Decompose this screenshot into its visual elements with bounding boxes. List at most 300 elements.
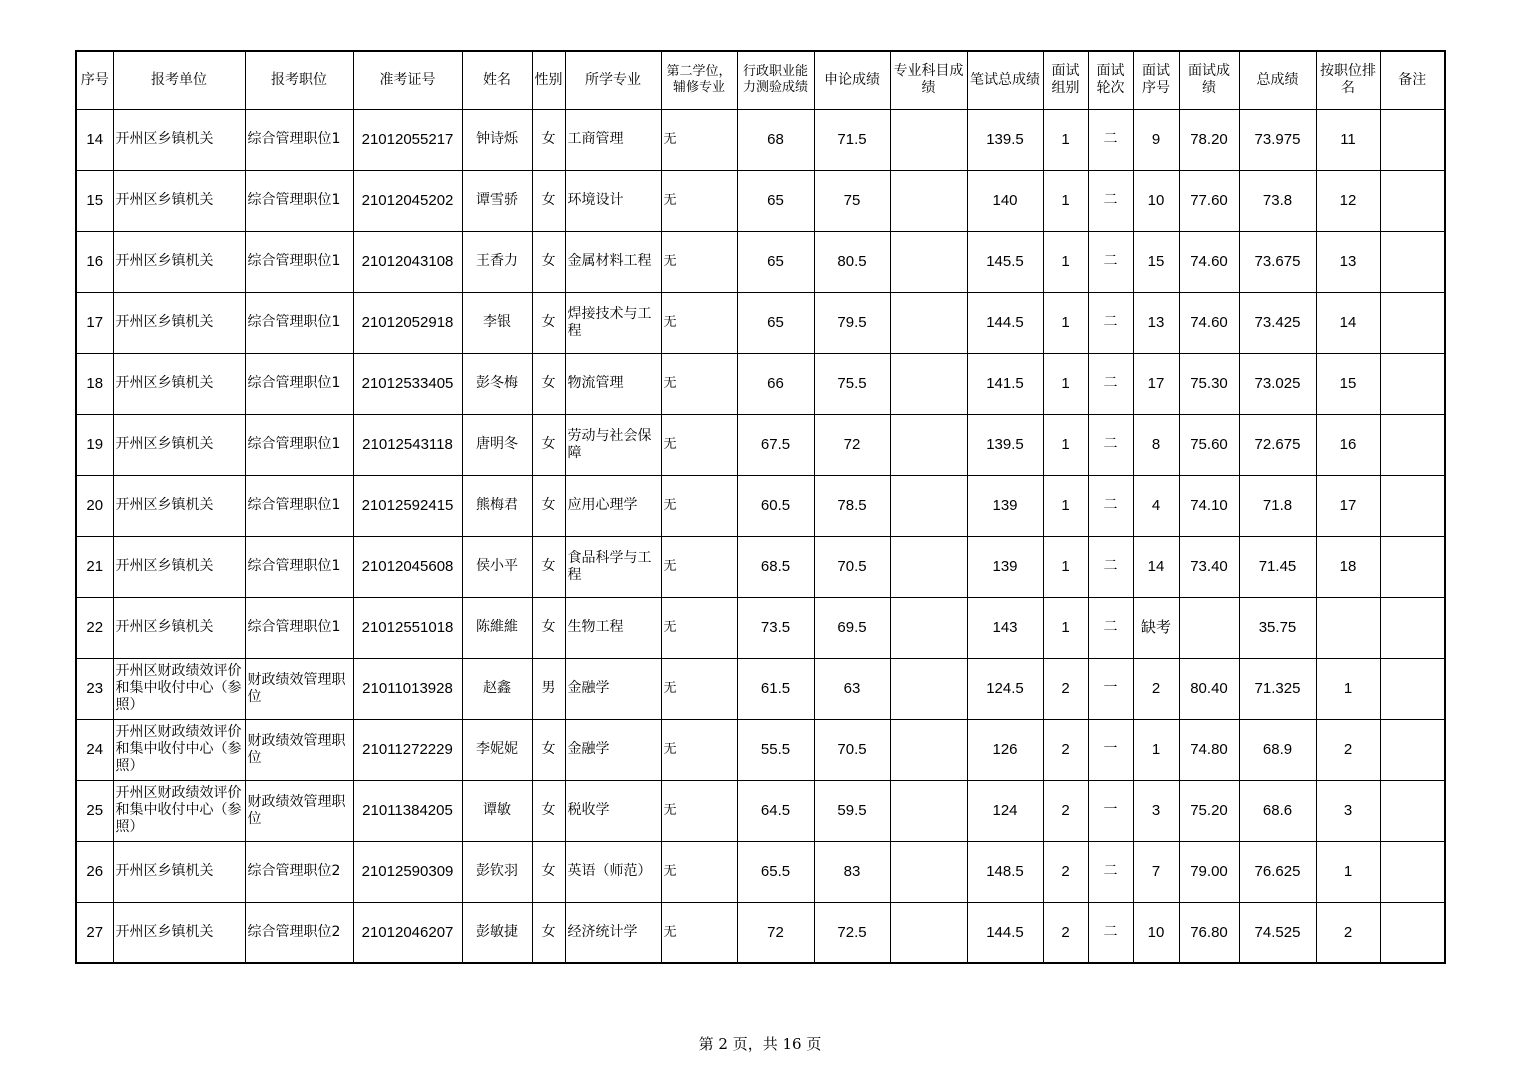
row-specialty — [890, 902, 967, 963]
row-interview-order: 1 — [1133, 719, 1179, 780]
row-interview-group: 1 — [1043, 414, 1088, 475]
row-rank: 13 — [1316, 231, 1380, 292]
row-exam-id: 21011384205 — [353, 780, 462, 841]
row-remark — [1380, 292, 1445, 353]
header-interview-group: 面试组别 — [1043, 51, 1088, 109]
row-rank: 2 — [1316, 902, 1380, 963]
table-row — [76, 719, 1445, 780]
row-interview-score: 74.10 — [1179, 475, 1239, 536]
row-position: 综合管理职位1 — [245, 597, 353, 658]
row-specialty — [890, 292, 967, 353]
row-rank: 3 — [1316, 780, 1380, 841]
row-interview-round: 二 — [1088, 536, 1133, 597]
row-written-total: 140 — [967, 170, 1043, 231]
row-specialty — [890, 353, 967, 414]
row-second-degree: 无 — [661, 719, 737, 780]
row-major: 经济统计学 — [565, 902, 661, 963]
row-position: 财政绩效管理职位 — [245, 658, 353, 719]
row-name: 侯小平 — [462, 536, 532, 597]
row-unit: 开州区乡镇机关 — [113, 231, 245, 292]
row-interview-score: 76.80 — [1179, 902, 1239, 963]
row-second-degree: 无 — [661, 170, 737, 231]
row-total-score: 73.975 — [1239, 109, 1316, 170]
row-name: 彭敏捷 — [462, 902, 532, 963]
row-interview-round: 一 — [1088, 658, 1133, 719]
header-total-score: 总成绩 — [1239, 51, 1316, 109]
row-unit: 开州区财政绩效评价和集中收付中心（参照） — [113, 780, 245, 841]
row-interview-order: 8 — [1133, 414, 1179, 475]
row-admin-test: 68 — [737, 109, 814, 170]
row-admin-test: 72 — [737, 902, 814, 963]
row-seq: 18 — [76, 353, 113, 414]
row-essay: 59.5 — [814, 780, 890, 841]
row-interview-group: 1 — [1043, 353, 1088, 414]
row-exam-id: 21012043108 — [353, 231, 462, 292]
row-name: 陈維維 — [462, 597, 532, 658]
row-name: 李银 — [462, 292, 532, 353]
row-major: 英语（师范） — [565, 841, 661, 902]
row-major: 焊接技术与工程 — [565, 292, 661, 353]
row-second-degree: 无 — [661, 414, 737, 475]
row-remark — [1380, 170, 1445, 231]
row-seq: 21 — [76, 536, 113, 597]
header-row — [76, 51, 1445, 109]
table-row — [76, 414, 1445, 475]
row-interview-group: 1 — [1043, 597, 1088, 658]
row-rank — [1316, 597, 1380, 658]
row-second-degree: 无 — [661, 658, 737, 719]
header-interview-score: 面试成绩 — [1179, 51, 1239, 109]
row-written-total: 141.5 — [967, 353, 1043, 414]
row-gender: 女 — [532, 780, 565, 841]
row-gender: 女 — [532, 597, 565, 658]
header-rank: 按职位排名 — [1316, 51, 1380, 109]
table-row — [76, 902, 1445, 963]
row-second-degree: 无 — [661, 841, 737, 902]
row-unit: 开州区财政绩效评价和集中收付中心（参照） — [113, 719, 245, 780]
header-specialty: 专业科目成绩 — [890, 51, 967, 109]
row-admin-test: 68.5 — [737, 536, 814, 597]
row-gender: 女 — [532, 841, 565, 902]
row-essay: 78.5 — [814, 475, 890, 536]
row-seq: 16 — [76, 231, 113, 292]
row-interview-round: 二 — [1088, 231, 1133, 292]
row-remark — [1380, 658, 1445, 719]
row-essay: 75.5 — [814, 353, 890, 414]
row-interview-score: 74.80 — [1179, 719, 1239, 780]
row-position: 综合管理职位2 — [245, 841, 353, 902]
row-second-degree: 无 — [661, 780, 737, 841]
table-row — [76, 780, 1445, 841]
row-interview-group: 2 — [1043, 841, 1088, 902]
header-admin-test: 行政职业能力测验成绩 — [737, 51, 814, 109]
row-gender: 女 — [532, 231, 565, 292]
row-written-total: 139 — [967, 536, 1043, 597]
table-row — [76, 475, 1445, 536]
row-exam-id: 21012052918 — [353, 292, 462, 353]
row-seq: 26 — [76, 841, 113, 902]
row-specialty — [890, 841, 967, 902]
row-admin-test: 60.5 — [737, 475, 814, 536]
row-gender: 女 — [532, 536, 565, 597]
row-second-degree: 无 — [661, 597, 737, 658]
row-interview-round: 二 — [1088, 170, 1133, 231]
row-interview-order: 4 — [1133, 475, 1179, 536]
row-seq: 20 — [76, 475, 113, 536]
row-interview-score: 74.60 — [1179, 292, 1239, 353]
row-admin-test: 65.5 — [737, 841, 814, 902]
row-interview-round: 一 — [1088, 719, 1133, 780]
row-interview-round: 二 — [1088, 414, 1133, 475]
row-essay: 75 — [814, 170, 890, 231]
row-unit: 开州区乡镇机关 — [113, 353, 245, 414]
table-row — [76, 292, 1445, 353]
row-interview-score: 79.00 — [1179, 841, 1239, 902]
row-interview-round: 二 — [1088, 597, 1133, 658]
table-row — [76, 658, 1445, 719]
row-unit: 开州区乡镇机关 — [113, 109, 245, 170]
row-admin-test: 65 — [737, 231, 814, 292]
row-name: 彭冬梅 — [462, 353, 532, 414]
row-written-total: 139.5 — [967, 109, 1043, 170]
row-specialty — [890, 536, 967, 597]
row-major: 金属材料工程 — [565, 231, 661, 292]
row-total-score: 74.525 — [1239, 902, 1316, 963]
row-exam-id: 21012055217 — [353, 109, 462, 170]
row-position: 财政绩效管理职位 — [245, 719, 353, 780]
header-exam-id: 准考证号 — [353, 51, 462, 109]
header-written-total: 笔试总成绩 — [967, 51, 1043, 109]
row-interview-order: 15 — [1133, 231, 1179, 292]
header-essay: 申论成绩 — [814, 51, 890, 109]
row-seq: 19 — [76, 414, 113, 475]
row-interview-round: 二 — [1088, 353, 1133, 414]
row-rank: 17 — [1316, 475, 1380, 536]
row-rank: 16 — [1316, 414, 1380, 475]
row-interview-round: 二 — [1088, 109, 1133, 170]
row-exam-id: 21012045608 — [353, 536, 462, 597]
row-admin-test: 65 — [737, 170, 814, 231]
row-essay: 70.5 — [814, 719, 890, 780]
row-specialty — [890, 170, 967, 231]
row-major: 食品科学与工程 — [565, 536, 661, 597]
row-position: 综合管理职位1 — [245, 109, 353, 170]
header-unit: 报考单位 — [113, 51, 245, 109]
row-specialty — [890, 719, 967, 780]
row-rank: 1 — [1316, 841, 1380, 902]
row-major: 生物工程 — [565, 597, 661, 658]
row-unit: 开州区乡镇机关 — [113, 170, 245, 231]
row-interview-group: 1 — [1043, 292, 1088, 353]
header-name: 姓名 — [462, 51, 532, 109]
row-rank: 1 — [1316, 658, 1380, 719]
row-written-total: 139.5 — [967, 414, 1043, 475]
row-gender: 女 — [532, 292, 565, 353]
row-interview-group: 1 — [1043, 231, 1088, 292]
table-row — [76, 536, 1445, 597]
row-interview-score: 75.30 — [1179, 353, 1239, 414]
row-major: 环境设计 — [565, 170, 661, 231]
row-interview-group: 1 — [1043, 536, 1088, 597]
row-rank: 15 — [1316, 353, 1380, 414]
row-interview-group: 2 — [1043, 780, 1088, 841]
row-rank: 11 — [1316, 109, 1380, 170]
row-interview-score: 75.20 — [1179, 780, 1239, 841]
row-unit: 开州区乡镇机关 — [113, 902, 245, 963]
row-remark — [1380, 536, 1445, 597]
row-unit: 开州区乡镇机关 — [113, 292, 245, 353]
row-interview-order: 缺考 — [1133, 597, 1179, 658]
row-unit: 开州区乡镇机关 — [113, 536, 245, 597]
row-name: 赵鑫 — [462, 658, 532, 719]
row-total-score: 73.8 — [1239, 170, 1316, 231]
row-exam-id: 21012543118 — [353, 414, 462, 475]
header-major: 所学专业 — [565, 51, 661, 109]
row-admin-test: 64.5 — [737, 780, 814, 841]
row-gender: 女 — [532, 414, 565, 475]
row-second-degree: 无 — [661, 536, 737, 597]
row-interview-group: 2 — [1043, 658, 1088, 719]
row-interview-score: 73.40 — [1179, 536, 1239, 597]
row-specialty — [890, 414, 967, 475]
row-specialty — [890, 475, 967, 536]
row-name: 谭敏 — [462, 780, 532, 841]
row-total-score: 71.325 — [1239, 658, 1316, 719]
row-major: 金融学 — [565, 719, 661, 780]
header-position: 报考职位 — [245, 51, 353, 109]
table-row — [76, 353, 1445, 414]
row-written-total: 139 — [967, 475, 1043, 536]
table-row — [76, 841, 1445, 902]
row-second-degree: 无 — [661, 231, 737, 292]
row-total-score: 73.025 — [1239, 353, 1316, 414]
row-written-total: 144.5 — [967, 292, 1043, 353]
row-interview-score — [1179, 597, 1239, 658]
row-interview-group: 2 — [1043, 719, 1088, 780]
row-seq: 15 — [76, 170, 113, 231]
row-remark — [1380, 231, 1445, 292]
row-major: 应用心理学 — [565, 475, 661, 536]
row-interview-group: 1 — [1043, 475, 1088, 536]
row-total-score: 72.675 — [1239, 414, 1316, 475]
row-written-total: 124 — [967, 780, 1043, 841]
row-total-score: 76.625 — [1239, 841, 1316, 902]
row-exam-id: 21011013928 — [353, 658, 462, 719]
row-seq: 25 — [76, 780, 113, 841]
row-name: 钟诗烁 — [462, 109, 532, 170]
header-remarks: 备注 — [1380, 51, 1445, 109]
row-essay: 72.5 — [814, 902, 890, 963]
row-exam-id: 21012590309 — [353, 841, 462, 902]
row-remark — [1380, 109, 1445, 170]
row-interview-order: 13 — [1133, 292, 1179, 353]
row-interview-round: 二 — [1088, 902, 1133, 963]
row-remark — [1380, 780, 1445, 841]
row-name: 熊梅君 — [462, 475, 532, 536]
row-rank: 12 — [1316, 170, 1380, 231]
row-unit: 开州区财政绩效评价和集中收付中心（参照） — [113, 658, 245, 719]
row-interview-order: 2 — [1133, 658, 1179, 719]
row-written-total: 148.5 — [967, 841, 1043, 902]
row-admin-test: 66 — [737, 353, 814, 414]
row-interview-order: 3 — [1133, 780, 1179, 841]
row-exam-id: 21012551018 — [353, 597, 462, 658]
row-total-score: 68.9 — [1239, 719, 1316, 780]
row-gender: 女 — [532, 353, 565, 414]
row-name: 唐明冬 — [462, 414, 532, 475]
row-admin-test: 73.5 — [737, 597, 814, 658]
row-second-degree: 无 — [661, 902, 737, 963]
row-interview-group: 2 — [1043, 902, 1088, 963]
row-admin-test: 65 — [737, 292, 814, 353]
row-seq: 27 — [76, 902, 113, 963]
row-second-degree: 无 — [661, 292, 737, 353]
row-interview-group: 1 — [1043, 109, 1088, 170]
row-exam-id: 21012046207 — [353, 902, 462, 963]
row-remark — [1380, 353, 1445, 414]
row-major: 劳动与社会保障 — [565, 414, 661, 475]
row-admin-test: 67.5 — [737, 414, 814, 475]
row-exam-id: 21012592415 — [353, 475, 462, 536]
row-remark — [1380, 902, 1445, 963]
row-unit: 开州区乡镇机关 — [113, 597, 245, 658]
row-exam-id: 21012533405 — [353, 353, 462, 414]
row-interview-order: 10 — [1133, 170, 1179, 231]
row-exam-id: 21011272229 — [353, 719, 462, 780]
row-written-total: 144.5 — [967, 902, 1043, 963]
row-interview-round: 二 — [1088, 475, 1133, 536]
row-total-score: 68.6 — [1239, 780, 1316, 841]
row-exam-id: 21012045202 — [353, 170, 462, 231]
row-specialty — [890, 658, 967, 719]
header-second-degree: 第二学位，辅修专业 — [661, 51, 737, 109]
row-interview-round: 二 — [1088, 841, 1133, 902]
row-position: 综合管理职位1 — [245, 292, 353, 353]
row-total-score: 35.75 — [1239, 597, 1316, 658]
row-gender: 女 — [532, 719, 565, 780]
row-written-total: 145.5 — [967, 231, 1043, 292]
header-seq: 序号 — [76, 51, 113, 109]
score-table — [75, 50, 1446, 964]
row-position: 综合管理职位1 — [245, 353, 353, 414]
row-interview-order: 10 — [1133, 902, 1179, 963]
row-essay: 72 — [814, 414, 890, 475]
row-position: 综合管理职位1 — [245, 536, 353, 597]
row-interview-order: 17 — [1133, 353, 1179, 414]
row-gender: 女 — [532, 475, 565, 536]
row-interview-score: 74.60 — [1179, 231, 1239, 292]
row-second-degree: 无 — [661, 109, 737, 170]
header-interview-round: 面试轮次 — [1088, 51, 1133, 109]
table-body — [76, 109, 1445, 963]
row-written-total: 124.5 — [967, 658, 1043, 719]
row-remark — [1380, 475, 1445, 536]
row-name: 谭雪骄 — [462, 170, 532, 231]
row-seq: 22 — [76, 597, 113, 658]
row-name: 王香力 — [462, 231, 532, 292]
row-unit: 开州区乡镇机关 — [113, 841, 245, 902]
row-interview-score: 80.40 — [1179, 658, 1239, 719]
row-total-score: 71.45 — [1239, 536, 1316, 597]
page-footer: 第 2 页，共 16 页 — [698, 1035, 822, 1053]
table-row — [76, 170, 1445, 231]
row-interview-group: 1 — [1043, 170, 1088, 231]
row-remark — [1380, 414, 1445, 475]
row-position: 综合管理职位1 — [245, 414, 353, 475]
row-major: 物流管理 — [565, 353, 661, 414]
row-specialty — [890, 780, 967, 841]
row-essay: 83 — [814, 841, 890, 902]
row-essay: 70.5 — [814, 536, 890, 597]
row-admin-test: 55.5 — [737, 719, 814, 780]
row-interview-score: 78.20 — [1179, 109, 1239, 170]
row-written-total: 126 — [967, 719, 1043, 780]
row-total-score: 71.8 — [1239, 475, 1316, 536]
row-unit: 开州区乡镇机关 — [113, 414, 245, 475]
row-written-total: 143 — [967, 597, 1043, 658]
row-position: 财政绩效管理职位 — [245, 780, 353, 841]
row-remark — [1380, 841, 1445, 902]
row-interview-order: 9 — [1133, 109, 1179, 170]
row-gender: 女 — [532, 902, 565, 963]
row-essay: 80.5 — [814, 231, 890, 292]
row-interview-round: 一 — [1088, 780, 1133, 841]
header-interview-order: 面试序号 — [1133, 51, 1179, 109]
row-position: 综合管理职位1 — [245, 231, 353, 292]
row-rank: 14 — [1316, 292, 1380, 353]
row-major: 税收学 — [565, 780, 661, 841]
row-specialty — [890, 231, 967, 292]
row-seq: 23 — [76, 658, 113, 719]
header-gender: 性别 — [532, 51, 565, 109]
row-interview-score: 77.60 — [1179, 170, 1239, 231]
table-row — [76, 231, 1445, 292]
row-seq: 17 — [76, 292, 113, 353]
row-interview-score: 75.60 — [1179, 414, 1239, 475]
row-total-score: 73.675 — [1239, 231, 1316, 292]
row-seq: 24 — [76, 719, 113, 780]
row-position: 综合管理职位2 — [245, 902, 353, 963]
row-major: 金融学 — [565, 658, 661, 719]
row-remark — [1380, 597, 1445, 658]
table-row — [76, 109, 1445, 170]
row-specialty — [890, 597, 967, 658]
row-specialty — [890, 109, 967, 170]
row-interview-round: 二 — [1088, 292, 1133, 353]
row-interview-order: 14 — [1133, 536, 1179, 597]
row-position: 综合管理职位1 — [245, 170, 353, 231]
row-rank: 18 — [1316, 536, 1380, 597]
row-essay: 79.5 — [814, 292, 890, 353]
row-admin-test: 61.5 — [737, 658, 814, 719]
row-unit: 开州区乡镇机关 — [113, 475, 245, 536]
row-rank: 2 — [1316, 719, 1380, 780]
row-name: 彭钦羽 — [462, 841, 532, 902]
row-remark — [1380, 719, 1445, 780]
row-second-degree: 无 — [661, 353, 737, 414]
row-position: 综合管理职位1 — [245, 475, 353, 536]
row-gender: 男 — [532, 658, 565, 719]
row-gender: 女 — [532, 170, 565, 231]
row-gender: 女 — [532, 109, 565, 170]
row-second-degree: 无 — [661, 475, 737, 536]
table-row — [76, 597, 1445, 658]
row-essay: 71.5 — [814, 109, 890, 170]
row-major: 工商管理 — [565, 109, 661, 170]
row-seq: 14 — [76, 109, 113, 170]
row-essay: 69.5 — [814, 597, 890, 658]
row-essay: 63 — [814, 658, 890, 719]
